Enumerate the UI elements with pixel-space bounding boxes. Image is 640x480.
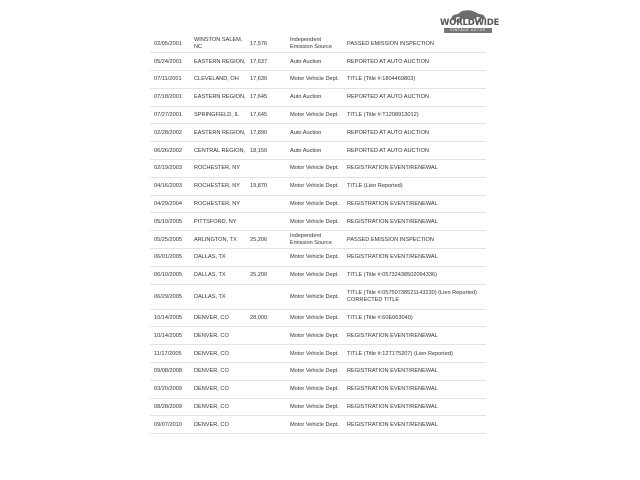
table-row bbox=[150, 35, 486, 53]
date-cell: 07/11/2001 bbox=[150, 71, 190, 89]
location-cell: CENTRAL REGION, bbox=[190, 142, 246, 160]
date-cell: 06/10/2005 bbox=[150, 266, 190, 284]
odometer-cell: 28,000 bbox=[246, 309, 286, 327]
location-cell: DENVER, CO bbox=[190, 380, 246, 398]
table-row bbox=[150, 345, 486, 363]
table-row bbox=[150, 327, 486, 345]
table-row bbox=[150, 160, 486, 178]
event-cell: REGISTRATION EVENT/RENEWAL bbox=[343, 213, 486, 231]
table-row bbox=[150, 177, 486, 195]
event-cell: REPORTED AT AUTO AUCTION bbox=[343, 53, 486, 71]
odometer-cell: 17,645 bbox=[246, 106, 286, 124]
source-cell: Auto Auction bbox=[286, 142, 343, 160]
location-cell: ARLINGTON, TX bbox=[190, 231, 246, 249]
source-cell: Motor Vehicle Dept. bbox=[286, 309, 343, 327]
event-cell: REGISTRATION EVENT/RENEWAL bbox=[343, 380, 486, 398]
event-text: TITLE (Title #:05750738521143230) (Lien Reported) bbox=[347, 290, 477, 297]
odometer-cell: 25,200 bbox=[246, 266, 286, 284]
date-cell: 11/17/2005 bbox=[150, 345, 190, 363]
source-cell: Motor Vehicle Dept. bbox=[286, 416, 343, 434]
odometer-cell: 17,890 bbox=[246, 124, 286, 142]
source-cell: Auto Auction bbox=[286, 88, 343, 106]
date-cell: 07/18/2001 bbox=[150, 88, 190, 106]
source-cell: Motor Vehicle Dept. bbox=[286, 106, 343, 124]
event-cell: REGISTRATION EVENT/RENEWAL bbox=[343, 195, 486, 213]
location-cell: WINSTON SALEM, NC bbox=[190, 35, 246, 53]
event-cell: REGISTRATION EVENT/RENEWAL bbox=[343, 249, 486, 267]
date-cell: 04/16/2003 bbox=[150, 177, 190, 195]
event-cell bbox=[343, 284, 486, 309]
odometer-cell bbox=[246, 213, 286, 231]
event-cell: TITLE (Title #:1804469803) bbox=[343, 71, 486, 89]
source-cell: Motor Vehicle Dept. bbox=[286, 177, 343, 195]
odometer-cell bbox=[246, 398, 286, 416]
date-cell: 03/20/2009 bbox=[150, 380, 190, 398]
source-cell: Motor Vehicle Dept. bbox=[286, 195, 343, 213]
odometer-cell: 25,206 bbox=[246, 231, 286, 249]
source-cell: Auto Auction bbox=[286, 124, 343, 142]
date-cell: 05/10/2005 bbox=[150, 213, 190, 231]
location-cell: DALLAS, TX bbox=[190, 284, 246, 309]
source-cell: Motor Vehicle Dept. bbox=[286, 363, 343, 381]
source-cell: Motor Vehicle Dept. bbox=[286, 345, 343, 363]
date-cell: 02/05/2001 bbox=[150, 35, 190, 53]
event-cell: REGISTRATION EVENT/RENEWAL bbox=[343, 327, 486, 345]
event-cell: REPORTED AT AUTO AUCTION bbox=[343, 124, 486, 142]
source-cell: Motor Vehicle Dept. bbox=[286, 327, 343, 345]
location-cell: DENVER, CO bbox=[190, 363, 246, 381]
location-cell: DALLAS, TX bbox=[190, 266, 246, 284]
table-row bbox=[150, 53, 486, 71]
source-cell: Motor Vehicle Dept. bbox=[286, 284, 343, 309]
event-cell: PASSED EMISSION INSPECTION bbox=[343, 35, 486, 53]
table-row bbox=[150, 398, 486, 416]
odometer-cell bbox=[246, 345, 286, 363]
date-cell: 06/01/2005 bbox=[150, 249, 190, 267]
odometer-cell: 18,150 bbox=[246, 142, 286, 160]
date-cell: 07/27/2001 bbox=[150, 106, 190, 124]
table-row bbox=[150, 142, 486, 160]
event-cell: REGISTRATION EVENT/RENEWAL bbox=[343, 416, 486, 434]
date-cell: 02/28/2002 bbox=[150, 124, 190, 142]
source-cell: Motor Vehicle Dept. bbox=[286, 249, 343, 267]
date-cell: 04/29/2004 bbox=[150, 195, 190, 213]
event-cell: TITLE (Lien Reported) bbox=[343, 177, 486, 195]
location-cell: EASTERN REGION, bbox=[190, 53, 246, 71]
odometer-cell: 17,645 bbox=[246, 88, 286, 106]
odometer-cell bbox=[246, 249, 286, 267]
location-cell: SPRINGFIELD, IL bbox=[190, 106, 246, 124]
event-cell: REPORTED AT AUTO AUCTION bbox=[343, 142, 486, 160]
source-cell: Motor Vehicle Dept. bbox=[286, 160, 343, 178]
event-extra-text: CORRECTED TITLE bbox=[347, 296, 400, 303]
source-cell: Auto Auction bbox=[286, 53, 343, 71]
odometer-cell: 17,576 bbox=[246, 35, 286, 53]
event-cell: REGISTRATION EVENT/RENEWAL bbox=[343, 363, 486, 381]
date-cell: 10/14/2005 bbox=[150, 327, 190, 345]
odometer-cell bbox=[246, 363, 286, 381]
table-row bbox=[150, 231, 486, 249]
location-cell: ROCHESTER, NY bbox=[190, 160, 246, 178]
odometer-cell: 19,870 bbox=[246, 177, 286, 195]
odometer-cell bbox=[246, 284, 286, 309]
table-row bbox=[150, 213, 486, 231]
location-cell: EASTERN REGION, bbox=[190, 124, 246, 142]
date-cell: 06/26/2002 bbox=[150, 142, 190, 160]
source-cell: Independent Emission Source bbox=[286, 35, 343, 53]
table-row bbox=[150, 380, 486, 398]
event-cell: REGISTRATION EVENT/RENEWAL bbox=[343, 398, 486, 416]
vehicle-history-table bbox=[150, 35, 486, 434]
table-row bbox=[150, 71, 486, 89]
date-cell: 09/08/2008 bbox=[150, 363, 190, 381]
table-row bbox=[150, 195, 486, 213]
location-cell: DENVER, CO bbox=[190, 416, 246, 434]
location-cell: ROCHESTER, NY bbox=[190, 195, 246, 213]
source-cell: Independent Emission Source bbox=[286, 231, 343, 249]
table-row bbox=[150, 249, 486, 267]
table-row bbox=[150, 88, 486, 106]
location-cell: DALLAS, TX bbox=[190, 249, 246, 267]
table-row bbox=[150, 416, 486, 434]
date-cell: 10/14/2005 bbox=[150, 309, 190, 327]
date-cell: 08/28/2009 bbox=[150, 398, 190, 416]
odometer-cell: 17,637 bbox=[246, 53, 286, 71]
odometer-cell: 17,630 bbox=[246, 71, 286, 89]
source-cell: Motor Vehicle Dept. bbox=[286, 213, 343, 231]
odometer-cell bbox=[246, 195, 286, 213]
source-cell: Motor Vehicle Dept. bbox=[286, 71, 343, 89]
event-cell: PASSED EMISSION INSPECTION bbox=[343, 231, 486, 249]
odometer-cell bbox=[246, 327, 286, 345]
date-cell: 05/25/2005 bbox=[150, 231, 190, 249]
table-row bbox=[150, 266, 486, 284]
date-cell: 02/19/2003 bbox=[150, 160, 190, 178]
location-cell: DENVER, CO bbox=[190, 398, 246, 416]
date-cell: 06/29/2005 bbox=[150, 284, 190, 309]
table-row bbox=[150, 106, 486, 124]
location-cell: ROCHESTER, NY bbox=[190, 177, 246, 195]
table-row bbox=[150, 284, 486, 309]
source-cell: Motor Vehicle Dept. bbox=[286, 398, 343, 416]
location-cell: DENVER, CO bbox=[190, 327, 246, 345]
event-cell: TITLE (Title #:12T175207) (Lien Reported) bbox=[343, 345, 486, 363]
location-cell: EASTERN REGION, bbox=[190, 88, 246, 106]
event-cell: TITLE (Title #:60E063040) bbox=[343, 309, 486, 327]
event-cell: REGISTRATION EVENT/RENEWAL bbox=[343, 160, 486, 178]
location-cell: DENVER, CO bbox=[190, 345, 246, 363]
event-cell: TITLE (Title #:05732438502094336) bbox=[343, 266, 486, 284]
date-cell: 05/24/2001 bbox=[150, 53, 190, 71]
event-cell: TITLE (Title #:T1208913012) bbox=[343, 106, 486, 124]
source-cell: Motor Vehicle Dept. bbox=[286, 380, 343, 398]
odometer-cell bbox=[246, 416, 286, 434]
location-cell: CLEVELAND, OH bbox=[190, 71, 246, 89]
table-row bbox=[150, 363, 486, 381]
date-cell: 09/07/2010 bbox=[150, 416, 190, 434]
logo-tagline: VINTAGE AUTOS bbox=[444, 28, 492, 33]
location-cell: DENVER, CO bbox=[190, 309, 246, 327]
source-cell: Motor Vehicle Dept. bbox=[286, 266, 343, 284]
table-row bbox=[150, 124, 486, 142]
table-row bbox=[150, 309, 486, 327]
odometer-cell bbox=[246, 160, 286, 178]
event-cell: REPORTED AT AUTO AUCTION bbox=[343, 88, 486, 106]
logo-wordmark: WORLDWIDE bbox=[440, 18, 500, 28]
location-cell: PITTSFORD, NY bbox=[190, 213, 246, 231]
odometer-cell bbox=[246, 380, 286, 398]
